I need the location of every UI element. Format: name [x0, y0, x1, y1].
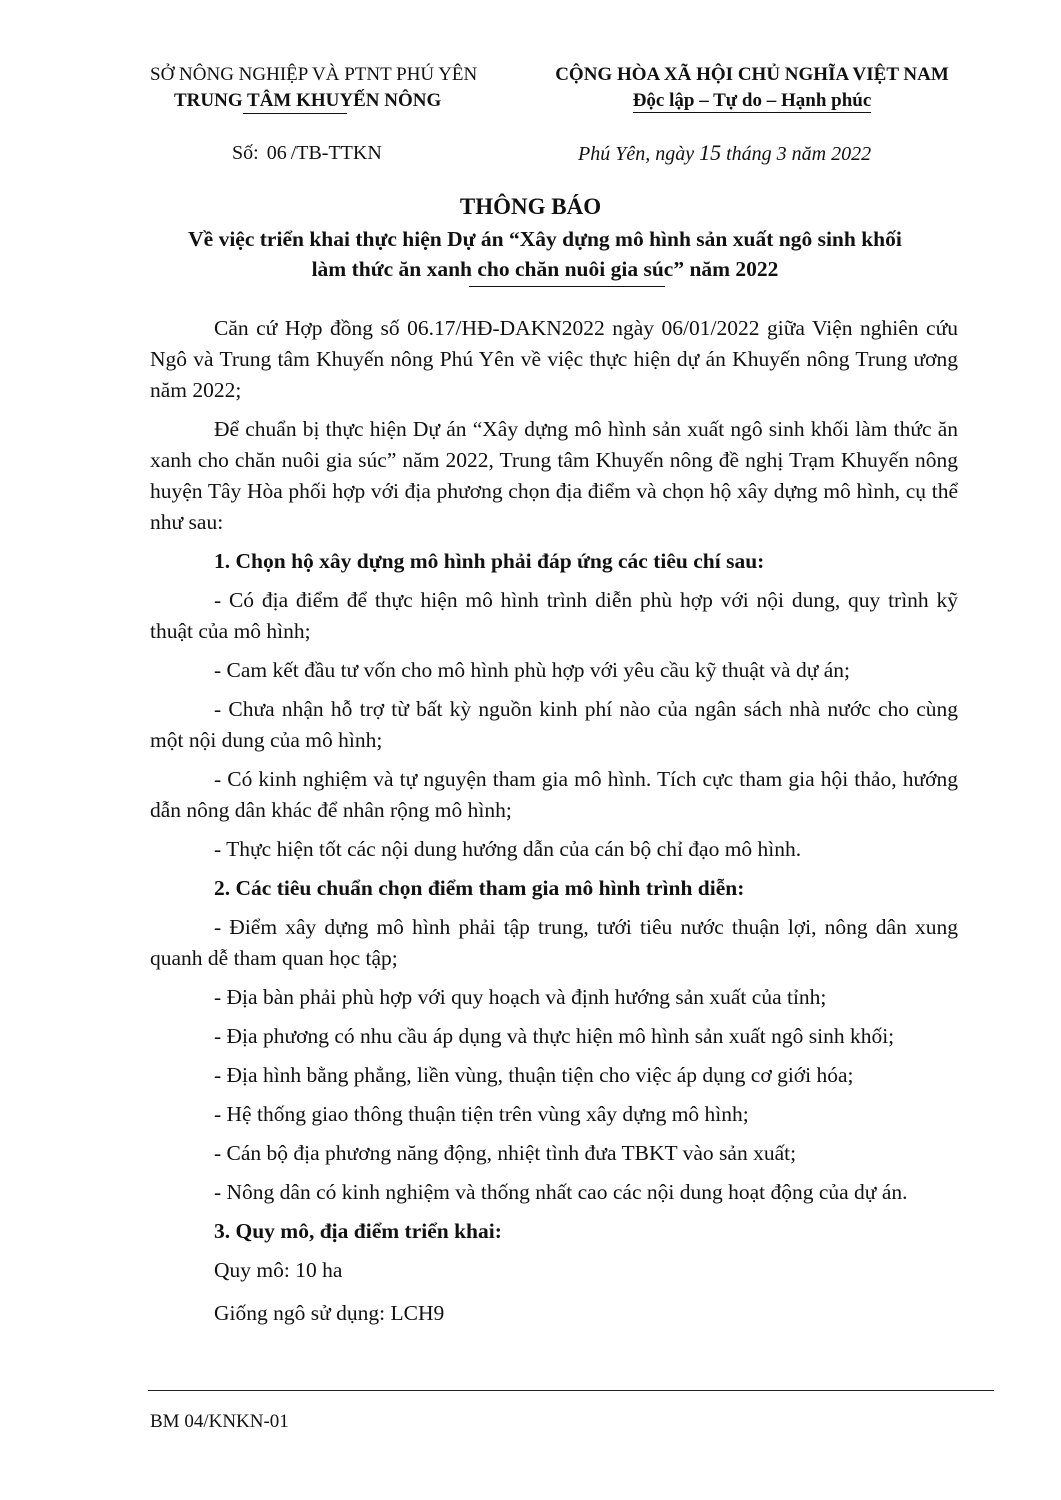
paragraph-legal-basis: Căn cứ Hợp đồng số 06.17/HĐ-DAKN2022 ngày 06/01/2022 giữa Viện nghiên cứu Ngô và Trung tâm Khuyến nông Phú Yên về việc thực hiện dự án Khuyến nông Trung ương năm 2022; — [150, 316, 958, 402]
list-item: - Có kinh nghiệm và tự nguyện tham gia mô hình. Tích cực tham gia hội thảo, hướng dẫn nông dân khác để nhân rộng mô hình; — [150, 767, 958, 822]
date-prefix: Phú Yên, ngày — [578, 143, 695, 165]
list-item: - Nông dân có kinh nghiệm và thống nhất cao các nội dung hoạt động của dự án. — [214, 1180, 908, 1204]
list-item: - Địa bàn phải phù hợp với quy hoạch và định hướng sản xuất của tỉnh; — [214, 985, 827, 1009]
org-parent: SỞ NÔNG NGHIỆP VÀ PTNT PHÚ YÊN — [150, 64, 478, 85]
doc-number: 06 — [266, 142, 287, 164]
header-national — [522, 62, 982, 114]
title-underline — [469, 286, 665, 287]
list-item: - Cam kết đầu tư vốn cho mô hình phù hợp với yêu cầu kỹ thuật và dự án; — [214, 658, 850, 682]
footer-rule — [148, 1390, 994, 1391]
section-3-heading: 3. Quy mô, địa điểm triển khai: — [214, 1219, 502, 1243]
variety-line: Giống ngô sử dụng: LCH9 — [214, 1301, 445, 1325]
list-item: - Cán bộ địa phương năng động, nhiệt tình đưa TBKT vào sản xuất; — [214, 1141, 797, 1165]
list-item: - Thực hiện tốt các nội dung hướng dẫn của cán bộ chỉ đạo mô hình. — [214, 837, 802, 861]
document-subtitle — [120, 224, 970, 284]
list-item: - Chưa nhận hỗ trợ từ bất kỳ nguồn kinh phí nào của ngân sách nhà nước cho cùng một nội dung của mô hình; — [150, 697, 958, 752]
doc-number-suffix: /TB-TTKN — [290, 142, 382, 164]
list-item: - Hệ thống giao thông thuận tiện trên vùng xây dựng mô hình; — [214, 1102, 749, 1126]
header-organization — [150, 62, 510, 114]
scale-line: Quy mô: 10 ha — [214, 1258, 343, 1282]
date-suffix: tháng 3 năm 2022 — [726, 143, 872, 165]
list-item: - Địa hình bằng phẳng, liền vùng, thuận tiện cho việc áp dụng cơ giới hóa; — [214, 1063, 854, 1087]
national-motto — [522, 88, 982, 114]
list-item: - Có địa điểm để thực hiện mô hình trình diễn phù hợp với nội dung, quy trình kỹ thuật của mô hình; — [150, 588, 958, 643]
document-title: THÔNG BÁO — [459, 194, 602, 219]
footer-form-code: BM 04/KNKN-01 — [150, 1411, 289, 1432]
subtitle-line-2: làm thức ăn xanh cho chăn nuôi gia súc” năm 2022 — [311, 257, 779, 281]
org-department: TRUNG TÂM KHUYẾN NÔNG — [174, 90, 442, 111]
date-day: 15 — [699, 140, 722, 165]
org-underline — [243, 113, 347, 114]
document-date — [578, 140, 871, 167]
paragraph-request: Để chuẩn bị thực hiện Dự án “Xây dựng mô hình sản xuất ngô sinh khối làm thức ăn xanh cho chăn nuôi gia súc” năm 2022, Trung tâm Khuyến nông đề nghị Trạm Khuyến nông huyện Tây Hòa phối hợp với địa phương chọn địa điểm và chọn hộ xây dựng mô hình, cụ thể như sau: — [150, 417, 958, 534]
document-body — [150, 313, 958, 1341]
list-item: - Điểm xây dựng mô hình phải tập trung, tưới tiêu nước thuận lợi, nông dân xung quanh dễ tham quan học tập; — [150, 915, 958, 970]
section-2-heading: 2. Các tiêu chuẩn chọn điểm tham gia mô hình trình diễn: — [214, 876, 745, 900]
section-1-heading: 1. Chọn hộ xây dựng mô hình phải đáp ứng các tiêu chí sau: — [214, 549, 765, 573]
country-name: CỘNG HÒA XÃ HỘI CHỦ NGHĨA VIỆT NAM — [555, 64, 949, 85]
list-item: - Địa phương có nhu cầu áp dụng và thực hiện mô hình sản xuất ngô sinh khối; — [214, 1024, 895, 1048]
document-number — [232, 140, 382, 166]
subtitle-line-1: Về việc triển khai thực hiện Dự án “Xây dựng mô hình sản xuất ngô sinh khối — [188, 227, 902, 251]
doc-number-prefix: Số: — [232, 142, 259, 164]
motto-text: Độc lập – Tự do – Hạnh phúc — [632, 90, 872, 111]
